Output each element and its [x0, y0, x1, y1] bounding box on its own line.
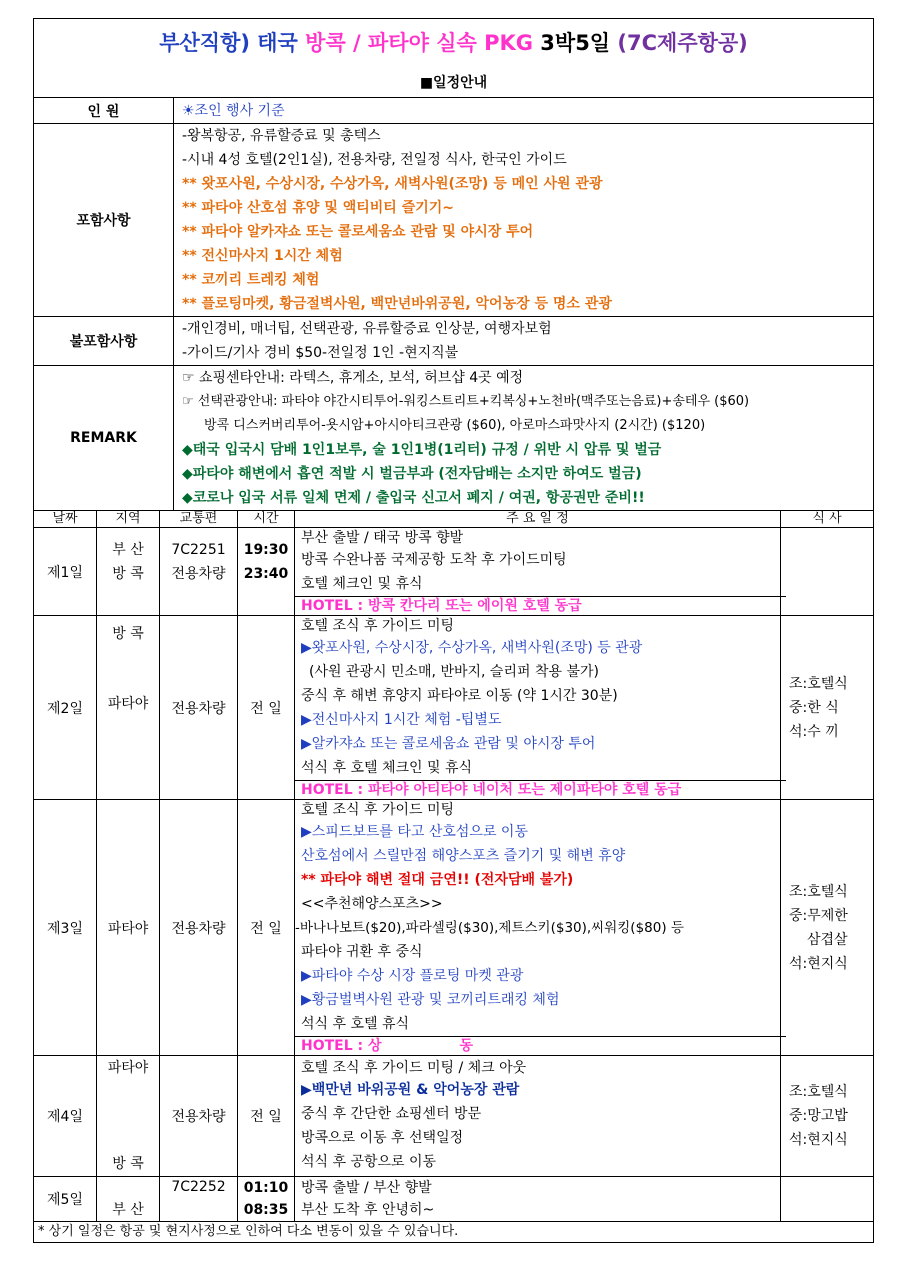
itinerary-line: ▶백만년 바위공원 & 악어농장 관람 — [301, 1082, 520, 1098]
itinerary-line: ▶스피드보트를 타고 산호섬으로 이동 — [301, 824, 528, 840]
included-item: -왕복항공, 유류할증료 및 총텍스 — [182, 128, 381, 144]
itinerary-cell — [295, 616, 781, 800]
time-b: 23:40 — [243, 565, 289, 582]
title-airline: (7C제주항공) — [617, 31, 748, 55]
itinerary-line: ** 파타야 해변 절대 금연!! (전자담배 불가) — [301, 872, 574, 888]
itinerary-cell — [295, 528, 781, 616]
remark-item: 방콕 디스커버리투어-욧시암+아시아티크관광 ($60), 아로마스파맛사지 (2시간) ($120) — [204, 418, 706, 433]
region-cell — [97, 528, 160, 616]
itinerary-line: 석식 후 공항으로 이동 — [301, 1154, 437, 1170]
region-cell — [97, 616, 160, 800]
remark-list — [174, 366, 874, 511]
itinerary-line: 석식 후 호텔 휴식 — [301, 1016, 410, 1032]
meal-lunch: 중:무제한 — [789, 907, 848, 924]
itinerary-line: 호텔 조식 후 가이드 미팅 — [301, 618, 455, 634]
meal-cell — [781, 1056, 874, 1177]
meal-dinner: 석:현지식 — [789, 955, 848, 972]
meal-lunch-detail: 삼겹살 — [807, 931, 848, 948]
meal-dinner: 석:수 끼 — [789, 723, 839, 740]
included-item: ** 파타야 산호섬 휴양 및 액티비티 즐기기~ — [182, 200, 455, 216]
schedule-row-day1 — [34, 528, 874, 616]
time-cell: 전 일 — [238, 616, 295, 800]
transport-b: 전용차량 — [171, 565, 226, 582]
time-cell — [238, 1177, 295, 1222]
title-destination: 방콕 / 파타야 실속 PKG — [305, 31, 533, 55]
transport-a: 7C2252 — [171, 1179, 226, 1195]
itinerary-line: 부산 도착 후 안녕히~ — [301, 1202, 435, 1218]
itinerary-line: 호텔 체크인 및 휴식 — [301, 576, 423, 592]
col-header-itinerary: 주 요 일 정 — [295, 511, 781, 528]
schedule-row-day2 — [34, 616, 874, 800]
hotel-info: HOTEL : 파타야 아티타야 네이처 또는 제이파타야 호텔 동급 — [295, 780, 786, 799]
included-label: 포함사항 — [34, 124, 174, 317]
itinerary-line: ▶파타야 수상 시장 플로팅 마켓 관광 — [301, 968, 524, 984]
meal-breakfast: 조:호텔식 — [789, 1084, 848, 1100]
page-subtitle: ■일정안내 — [34, 67, 874, 98]
transport-cell — [160, 528, 238, 616]
excluded-item: -가이드/기사 경비 $50-전일정 1인 -현지직불 — [182, 345, 459, 361]
schedule-row-day3 — [34, 800, 874, 1056]
transport-cell: 전용차량 — [160, 616, 238, 800]
time-a: 19:30 — [243, 541, 289, 558]
itinerary-line: <<추천해양스포츠>> — [301, 896, 443, 912]
itinerary-line: 중식 후 해변 휴양지 파타야로 이동 (약 1시간 30분) — [301, 688, 618, 704]
region-cell: 파타야 — [97, 800, 160, 1056]
col-header-time: 시간 — [238, 511, 295, 528]
transport-cell — [160, 1177, 238, 1222]
itinerary-line: 석식 후 호텔 체크인 및 휴식 — [301, 760, 473, 776]
transport-a: 7C2251 — [171, 541, 226, 558]
remark-item: ◆코로나 입국 서류 일체 면제 / 출입국 신고서 폐지 / 여권, 항공권만 준비!! — [182, 490, 645, 506]
meal-cell — [781, 616, 874, 800]
schedule-row-day5 — [34, 1177, 874, 1222]
included-list — [174, 124, 874, 317]
itinerary-cell — [295, 800, 781, 1056]
page-title — [34, 19, 874, 68]
hotel-info: HOTEL : 방콕 칸다리 또는 에이원 호텔 동급 — [295, 596, 786, 615]
transport-cell: 전용차량 — [160, 1056, 238, 1177]
region-a: 방 콕 — [112, 626, 144, 642]
included-item: ** 전신마사지 1시간 체험 — [182, 248, 343, 264]
remark-item: ☞ 선택관광안내: 파타야 야간시티투어-워킹스트리트+킥복싱+노천바(맥주또는음료)+송테우 ($60) — [182, 394, 750, 409]
itinerary-line: 방콕 수완나품 국제공항 도착 후 가이드미팅 — [301, 552, 567, 568]
itinerary-line: ▶전신마사지 1시간 체험 -팁별도 — [301, 712, 502, 728]
region-b: 방 콕 — [112, 1156, 144, 1172]
meal-cell — [781, 1177, 874, 1222]
meal-cell — [781, 800, 874, 1056]
day-label: 제3일 — [34, 800, 97, 1056]
day-label: 제1일 — [34, 528, 97, 616]
remark-label: REMARK — [34, 366, 174, 511]
itinerary-cell — [295, 1056, 781, 1177]
itinerary-line: ▶알카쟈쇼 또는 콜로세움쇼 관람 및 야시장 투어 — [301, 736, 596, 752]
people-value — [174, 98, 874, 124]
region-b: 부 산 — [112, 1202, 144, 1218]
footer-note: * 상기 일정은 항공 및 현지사정으로 인하여 다소 변동이 있을 수 있습니다. — [34, 1222, 874, 1243]
hotel-info: HOTEL : 상 동 — [295, 1036, 786, 1055]
col-header-date: 날짜 — [34, 511, 97, 528]
itinerary-line: 호텔 조식 후 가이드 미팅 / 체크 아웃 — [301, 1060, 527, 1076]
remark-item: ☞ 쇼핑센타안내: 라텍스, 휴게소, 보석, 허브샵 4곳 예정 — [182, 370, 524, 386]
time-b: 08:35 — [243, 1202, 289, 1218]
itinerary-line: 파타야 귀환 후 중식 — [301, 944, 423, 960]
included-item: ** 왓포사원, 수상시장, 수상가옥, 새벽사원(조망) 등 메인 사원 관광 — [182, 176, 603, 192]
day-label: 제5일 — [34, 1177, 97, 1222]
col-header-region: 지역 — [97, 511, 160, 528]
time-cell: 전 일 — [238, 1056, 295, 1177]
itinerary-line: (사원 관광시 민소매, 반바지, 슬리퍼 착용 불가) — [309, 664, 599, 680]
included-item: -시내 4성 호텔(2인1실), 전용차량, 전일정 식사, 한국인 가이드 — [182, 152, 567, 168]
included-item: ** 코끼리 트레킹 체험 — [182, 272, 320, 288]
itinerary-cell — [295, 1177, 781, 1222]
title-duration: 3박5일 — [532, 31, 618, 55]
people-value-text: ☀조인 행사 기준 — [182, 102, 285, 119]
included-item: ** 플로팅마켓, 황금절벽사원, 백만년바위공원, 악어농장 등 명소 관광 — [182, 296, 612, 312]
itinerary-line: ▶왓포사원, 수상시장, 수상가옥, 새벽사원(조망) 등 관광 — [301, 640, 643, 656]
itinerary-line: 방콕으로 이동 후 선택일정 — [301, 1130, 464, 1146]
info-table — [33, 18, 874, 511]
schedule-row-day4 — [34, 1056, 874, 1177]
meal-lunch: 중:한 식 — [789, 699, 839, 716]
remark-item: ◆태국 입국시 담배 1인1보루, 술 1인1병(1리터) 규정 / 위반 시 압류 및 벌금 — [182, 442, 662, 458]
region-b: 방 콕 — [112, 565, 144, 582]
day-label: 제4일 — [34, 1056, 97, 1177]
people-label: 인 원 — [34, 98, 174, 124]
itinerary-line: 방콕 출발 / 부산 향발 — [301, 1180, 432, 1196]
time-cell: 전 일 — [238, 800, 295, 1056]
itinerary-line: 부산 출발 / 태국 방콕 향발 — [301, 530, 464, 546]
included-item: ** 파타야 알카쟈쇼 또는 콜로세움쇼 관람 및 야시장 투어 — [182, 224, 534, 240]
excluded-label: 불포함사항 — [34, 317, 174, 366]
schedule-table — [33, 510, 874, 1243]
meal-cell — [781, 528, 874, 616]
excluded-item: -개인경비, 매너팁, 선택관광, 유류할증료 인상분, 여행자보험 — [182, 321, 552, 337]
title-origin: 부산직항) 태국 — [159, 31, 306, 55]
itinerary-line: ▶황금벌벽사원 관광 및 코끼리트래킹 체험 — [301, 992, 560, 1008]
meal-breakfast: 조:호텔식 — [789, 883, 848, 900]
region-cell — [97, 1177, 160, 1222]
transport-cell: 전용차량 — [160, 800, 238, 1056]
excluded-list — [174, 317, 874, 366]
region-b: 파타야 — [107, 696, 149, 712]
region-a: 부 산 — [112, 541, 144, 558]
col-header-meals: 식 사 — [781, 511, 874, 528]
time-cell — [238, 528, 295, 616]
itinerary-line: 호텔 조식 후 가이드 미팅 — [301, 802, 455, 818]
col-header-transport: 교통편 — [160, 511, 238, 528]
itinerary-line: -바나나보트($20),파라셀링($30),제트스키($30),씨워킹($80) 등 — [295, 920, 684, 936]
itinerary-line: 중식 후 간단한 쇼핑센터 방문 — [301, 1106, 482, 1122]
region-a: 파타야 — [107, 1060, 149, 1076]
day-label: 제2일 — [34, 616, 97, 800]
meal-lunch: 중:망고밥 — [789, 1108, 848, 1124]
itinerary-line: 산호섬에서 스릴만점 해양스포츠 즐기기 및 해변 휴양 — [301, 848, 626, 864]
meal-breakfast: 조:호텔식 — [789, 675, 848, 692]
meal-dinner: 석:현지식 — [789, 1132, 848, 1148]
itinerary-document — [33, 18, 873, 1243]
region-cell — [97, 1056, 160, 1177]
time-a: 01:10 — [243, 1180, 289, 1196]
remark-item: ◆파타야 해변에서 흡연 적발 시 벌금부과 (전자담배는 소지만 하여도 벌금) — [182, 466, 642, 482]
